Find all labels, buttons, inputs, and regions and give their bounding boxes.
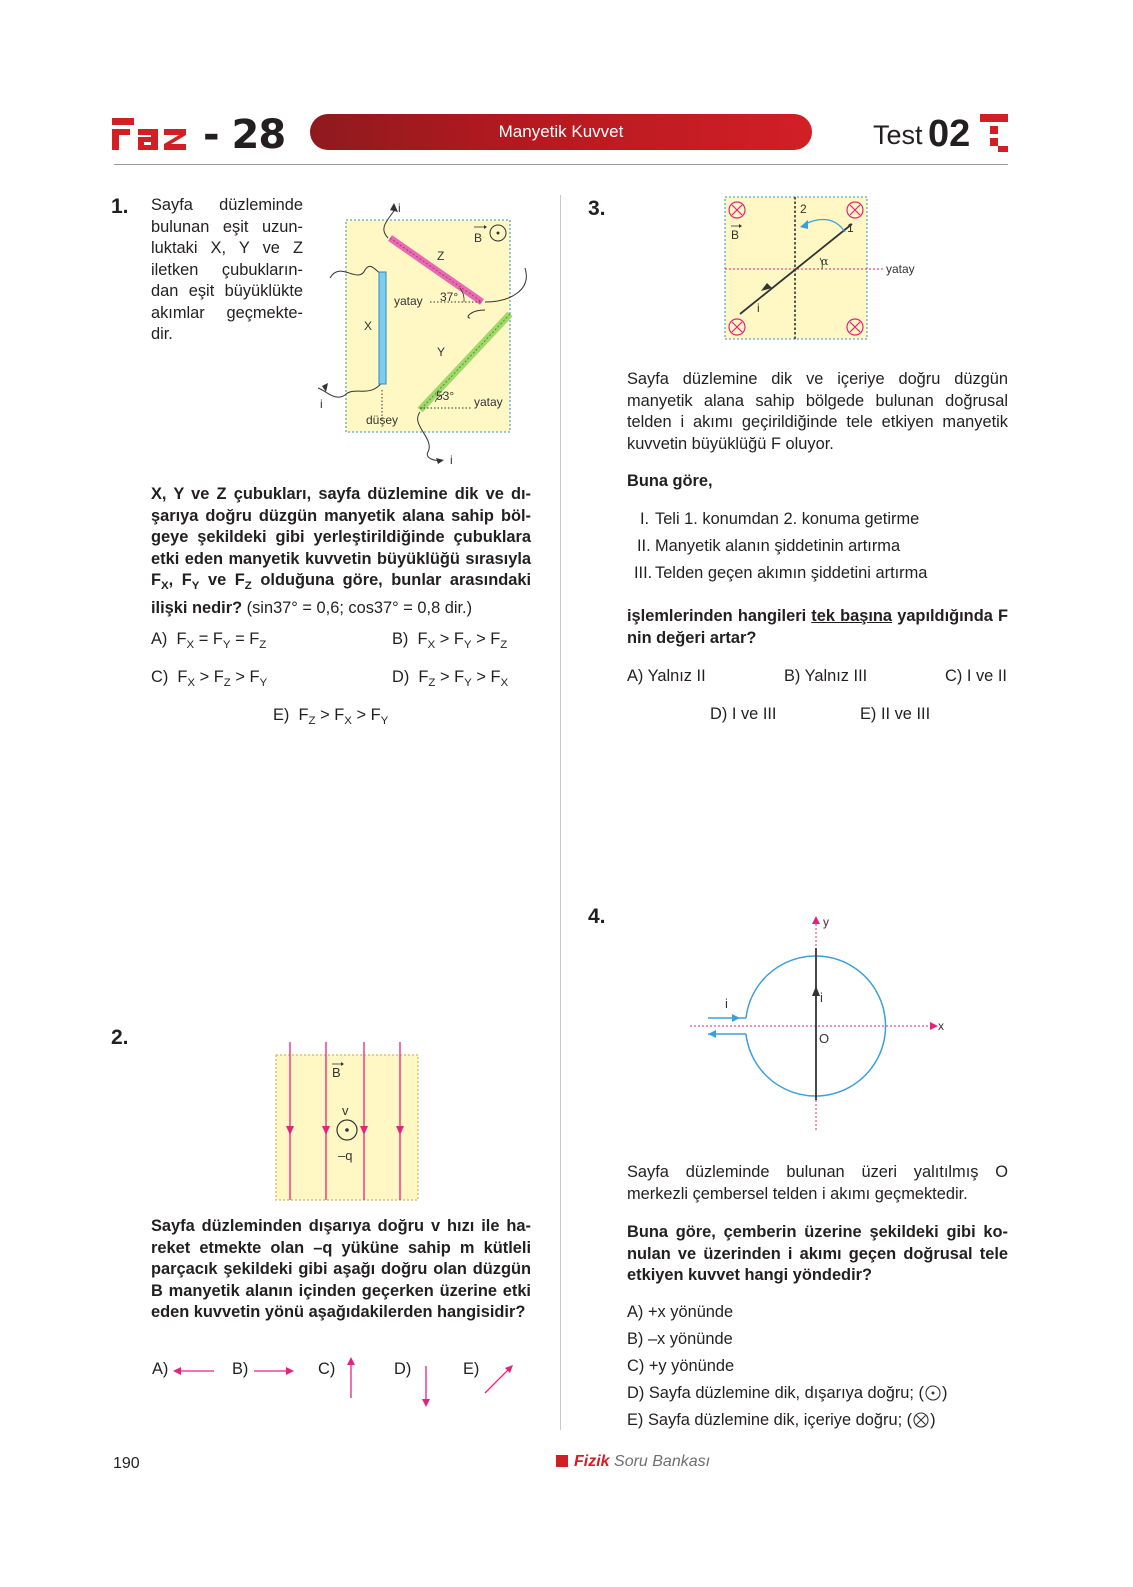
up-arrow-icon — [344, 1356, 358, 1400]
q3-body: Sayfa düzlemine dik ve içeriye doğru düzgün manyetik alana sahip bölgede bulunan doğrusal telden i akımı geçirildiğinde tele etkiyen manyetik kuvvetin büyüklüğü F oluyor. — [627, 370, 1008, 453]
q1-label-z: Z — [437, 249, 445, 263]
q3-option-c[interactable]: C) I ve II — [945, 667, 1007, 685]
q4-label-o: O — [819, 1031, 830, 1046]
test-label: Test — [873, 120, 923, 150]
q2-option-a[interactable]: A) — [152, 1360, 169, 1378]
q3-label-yatay: yatay — [886, 262, 915, 276]
q1-label-i-top: i — [398, 201, 401, 215]
q1-option-e[interactable]: E) $F_Z > F_X > F_Y$ — [273, 706, 389, 727]
q2-label-v: v — [342, 1103, 349, 1118]
down-arrow-icon — [419, 1364, 433, 1408]
q4-body: Sayfa düzleminde bulunan üzeri yalıtılmış O merkezli çembersel telden i akımı geçmektedir. — [627, 1163, 1008, 1203]
question-number: 4. — [588, 905, 606, 928]
topic-banner: Manyetik Kuvvet — [310, 114, 812, 150]
q2-figure — [270, 1040, 425, 1205]
q3-label-b: B — [731, 228, 740, 242]
q3-option-d[interactable]: D) I ve III — [710, 705, 777, 723]
faz-logo-icon — [112, 112, 202, 156]
q1-label-i-left: i — [320, 397, 323, 411]
question-number: 1. — [111, 195, 129, 218]
q4-label-y: y — [823, 915, 829, 929]
q3-item-1: I. Teli 1. konumdan 2. konuma getirme — [640, 510, 920, 528]
q1-label-b: B — [474, 231, 483, 245]
test-number: 02 — [928, 113, 971, 155]
q3-question: işlemlerinden hangileri tek başına yapıldığında F nin değeri artar? — [627, 607, 1008, 647]
q2-question: Sayfa düzleminden dışarıya doğru v hızı ile ha- reket etmekte olan –q yüküne sahip m kütleli parçacık şekildeki gibi aşağı doğru olan düzgün B manyetik alanın içinden geçerken üzerine etki eden kuvvetin yönü aşağıdakilerden hangisidir? — [151, 1217, 531, 1321]
q3-label-alpha: α — [821, 255, 829, 268]
book-number: - 28 — [203, 112, 286, 158]
right-arrow-icon — [252, 1364, 296, 1378]
page-number: 190 — [113, 1455, 140, 1472]
q2-option-d[interactable]: D) — [394, 1360, 412, 1378]
q2-option-e[interactable]: E) — [463, 1360, 480, 1378]
q1-label-dusey: düşey — [366, 413, 399, 427]
header-divider — [114, 164, 1008, 165]
q3-label-2: 2 — [800, 202, 807, 216]
q3-lead: Buna göre, — [627, 472, 713, 490]
q4-option-c[interactable]: C) +y yönünde — [627, 1357, 735, 1375]
q1-option-b[interactable]: B) $F_X > F_Y > F_Z$ — [392, 630, 508, 651]
q1-intro: Sayfa düzleminde bulunan eşit uzun- luktaki X, Y ve Z iletken çubukların- dan eşit büyüklükte akımlar geçmekte- dir. — [151, 196, 303, 343]
q2-label-b: B — [332, 1065, 341, 1080]
q3-figure — [720, 192, 930, 347]
brand-square-icon — [556, 1455, 568, 1467]
q1-label-53: 53° — [436, 389, 455, 403]
q1-label-i-bottom: i — [450, 453, 453, 467]
q1-label-x: X — [364, 319, 373, 333]
q2-option-c[interactable]: C) — [318, 1360, 336, 1378]
column-divider — [560, 195, 561, 1430]
q4-label-i-left: i — [725, 996, 728, 1011]
q3-option-b[interactable]: B) Yalnız III — [784, 667, 868, 685]
q3-label-1: 1 — [847, 221, 854, 235]
q4-figure — [688, 910, 958, 1140]
book-title: Fizik Soru Bankası — [556, 1453, 710, 1471]
q1-label-yatay-bottom: yatay — [474, 395, 503, 409]
q1-option-a[interactable]: A) $F_X = F_Y = F_Z$ — [151, 630, 267, 651]
diagonal-arrow-icon — [482, 1362, 516, 1396]
q2-label-q: –q — [338, 1148, 353, 1163]
q4-label-i-center: i — [820, 990, 823, 1005]
q1-figure — [310, 190, 550, 475]
q1-label-yatay-top: yatay — [394, 294, 423, 308]
q1-label-y: Y — [437, 345, 446, 359]
q3-option-e[interactable]: E) II ve III — [860, 705, 931, 723]
q4-label-x: x — [938, 1019, 944, 1033]
q3-item-2: II. Manyetik alanın şiddetinin artırma — [637, 537, 901, 555]
q3-item-3: III. Telden geçen akımın şiddetini artırma — [634, 564, 928, 582]
q1-label-37: 37° — [440, 290, 459, 304]
out-of-page-icon — [924, 1385, 942, 1401]
left-arrow-icon — [172, 1364, 216, 1378]
q4-question: Buna göre, çemberin üzerine şekildeki gibi ko- nulan ve üzerinden i akımı geçen doğrusal tele etkiyen kuvvet hangi yöndedir? — [627, 1223, 1008, 1284]
q4-option-a[interactable]: A) +x yönünde — [627, 1303, 734, 1321]
question-number: 2. — [111, 1026, 129, 1049]
q4-option-d[interactable]: D) Sayfa düzlemine dik, dışarıya doğru; ( ) — [627, 1384, 948, 1402]
into-page-icon — [912, 1412, 930, 1428]
q1-question: X, Y ve Z çubukları, sayfa düzlemine dik ve dı- şarıya doğru düzgün manyetik alana sahip böl- geye şekildeki gibi yerleştirildiğinde çubuklara etki eden manyetik kuvvetin büyüklüğü sırasıyla $F_X$, $F_Y$ ve $F_Z$ olduğuna göre, bunlar arasındaki ilişki nedir? (sin37° = 0,6; cos37° = 0,8 dir.) — [151, 485, 532, 617]
q2-b-vector: B — [151, 1281, 163, 1300]
t-logo-icon — [980, 114, 1010, 154]
q1-option-d[interactable]: D) $F_Z > F_Y > F_X$ — [392, 668, 509, 689]
q2-option-b[interactable]: B) — [232, 1360, 249, 1378]
q1-option-c[interactable]: C) $F_X > F_Z > F_Y$ — [151, 668, 268, 689]
question-number: 3. — [588, 197, 606, 220]
q4-option-b[interactable]: B) –x yönünde — [627, 1330, 733, 1348]
q3-option-a[interactable]: A) Yalnız II — [627, 667, 706, 685]
q4-option-e[interactable]: E) Sayfa düzlemine dik, içeriye doğru; ( ) — [627, 1411, 936, 1429]
q3-label-i: i — [757, 301, 760, 315]
